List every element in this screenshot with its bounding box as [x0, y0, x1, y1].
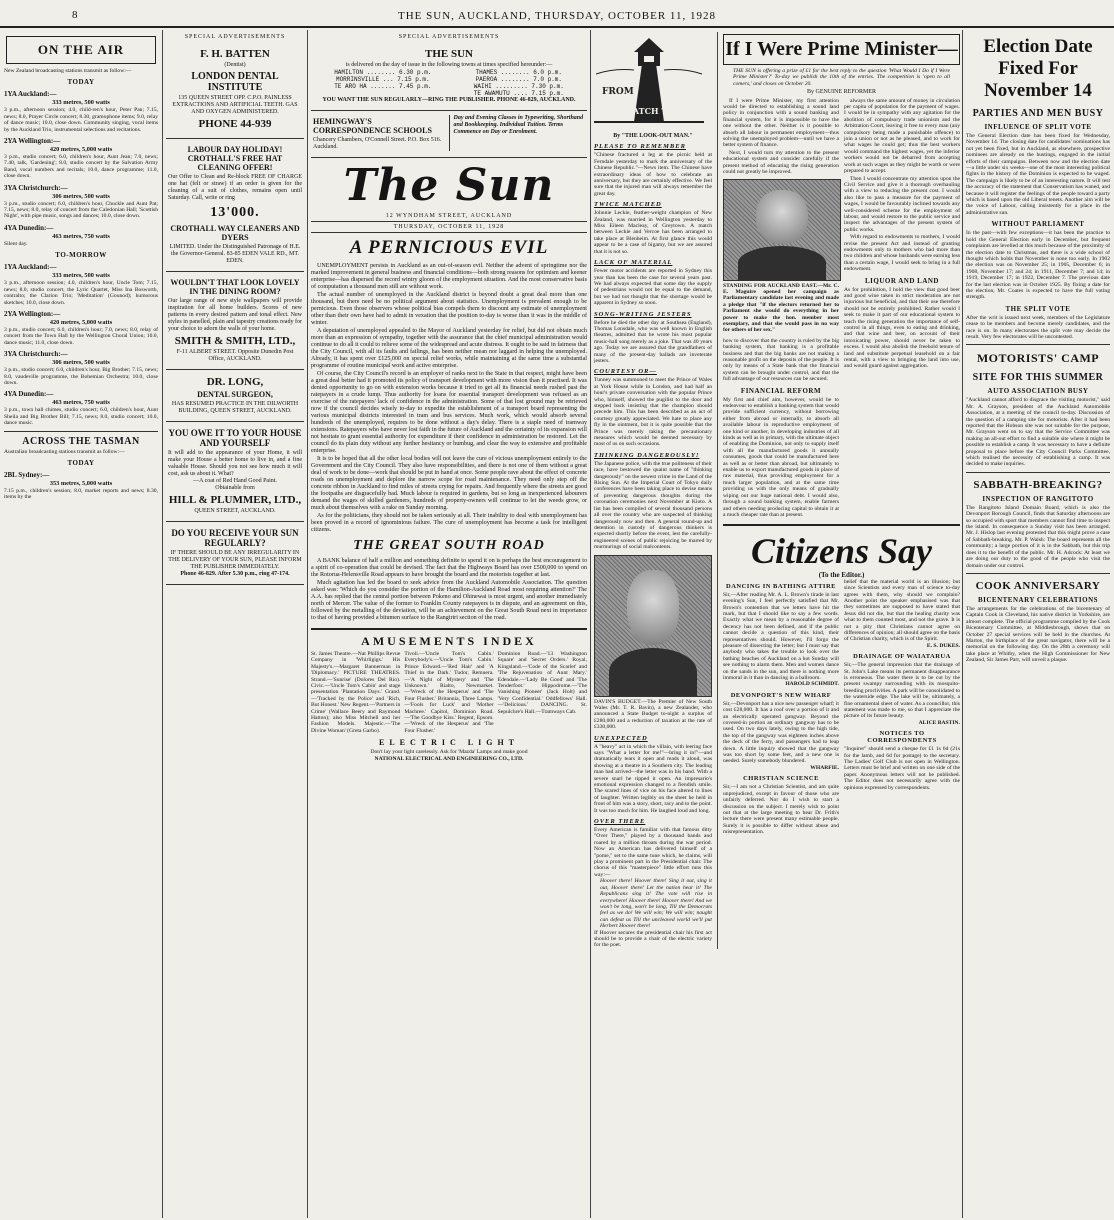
election-headline: Election Date Fixed For November 14: [983, 36, 1093, 101]
logo-text-from: FROM: [602, 87, 634, 97]
article-text: My first and chief aim, however, would be to endeavour to establish a banking system that would provide sufficient currency, without borrowing either from abroad or internally, to absorb all available labour in reproductive employment of one kind or another, in developing industries of all kinds as well as in primary, with the ultimate object of enabling the Dominion, not only to supply itself with all the manufactured goods it annually consumes, goods that could be manufactured here as well as or better than abroad, but ultimately to enable us to export manufactured goods in place of raw material, thus providing employment for a much larger population, and at the same time providing us with the only means of gradually wiping out our huge national debt. I would also, through a sound banking system, enable farmers and others needing producing capital to obtain it at a much cheaper rate than at present.: [723, 396, 839, 518]
watch-tower-item: [594, 143, 712, 197]
ad-firm: CROTHALL WAY CLEANERS AND DYERS: [170, 224, 300, 242]
editorial-body: [311, 263, 587, 534]
item-heading: TWICE MATCHED: [594, 201, 662, 209]
hemingway-ad: [311, 111, 587, 158]
delivery-town: WAIHI ......... 7.30 p.m.: [473, 83, 564, 90]
editorial-title: A PERNICIOUS EVIL: [349, 237, 549, 258]
column-rule: [162, 30, 163, 1218]
station-name: 1YA Auckland:—: [4, 263, 57, 272]
item-text: If Hoover secures the presidential chair his first act should be to provide a chair of the electric variety for the poet.: [594, 929, 712, 949]
article-text: After the writ is issued next week, members of the Legislature cease to be members and become merely candidates, and the race is on. In many electorates the split vote may decide the result. Very few electorates will be uncontested.: [966, 314, 1110, 340]
article-text: The Rangitoto Island Domain Board, which is also the Devonport Borough Council, finds that Saturday afternoons are so occupied with sport that members cannot find time to inspect the island. In consequence a Sunday visit has been arranged. Mr. J. Hislop last evening protested that this might prove a case of Sabbath-breaking. Mr. P. Walsh: The board represents all the community; a large portion of it is in the Sabbath, but this trip does it to the benefit of the public. Mr. H. Adcock: At least we are doing our duty to the good of the people who visit the domain under our control.: [966, 504, 1110, 569]
subheading: AUTO ASSOCIATION BUSY: [987, 387, 1089, 396]
ad-text: HAS RESUMED PRACTICE IN THE DILWORTH BUILDING, QUEEN STREET, AUCKLAND.: [171, 401, 299, 414]
item-text: Every American is familiar with that famous ditty "Over There," played by a thousand bands and roared by a million throats during the war period. Now an American has delivered himself of a "pome," set to the same tune which, he claims, will play a prominent part in the Presidential chair. The chorus of this "masterpiece" little effort runs this way:—: [594, 827, 712, 878]
watch-tower-item: [594, 452, 712, 551]
today-label: TODAY: [67, 78, 95, 87]
station-programme: 3 p.m., afternoon session; 4.0, children's hour, Uncle Tom; 7.15, news; 8.0, studio concert, the Lyric Quartet, Miss Ina Bosworth, contralto; the Clarion Trio; 'Meditation' (Gounod); humorous sketches; 10.0, close down.: [4, 280, 158, 306]
article-text: The arrangements for the celebrations of the bicentenary of Captain Cook in Cleveland, his native district in Yorkshire, are almost complete. The official programme compiled by the Cook Bicentenary Committee, at Middlesbrough, shows that on October 27 special services will be held in the churches. At Marton, the birthplace of the great navigator, there will be a memorial on the following day. On the 28th a ceremony will take place at Whitby, when the High Commissioner for New Zealand, Sir James Parr, will unveil a plaque.: [966, 605, 1110, 664]
editorial-title: THE GREAT SOUTH ROAD: [353, 538, 545, 553]
letter-signature: HAROLD SCHMIDT.: [785, 681, 839, 688]
station-frequency: 306 metres, 500 watts: [52, 359, 110, 367]
letter-signature: ALICE BASTIN.: [918, 719, 960, 726]
tasman-today-label: TODAY: [67, 458, 95, 467]
station-listing: [4, 184, 158, 220]
station-programme: 3 p.m., studio concert; 6.0, children's hour, Aunt Jean; 7.0, news; 7.40, talk, 'Gardening'; 8.0, studio concert by the Salvation Army Band, vocal numbers and recitals; 10.0, dance programme; 11.0, close down.: [4, 154, 158, 180]
article-body: [723, 98, 839, 176]
station-listing: [4, 310, 158, 346]
paper-address: 12 WYNDHAM STREET, AUCKLAND: [385, 213, 513, 219]
editorial-paragraph: Much agitation has led the board to seek advice from the Auckland Automobile Association. The question asked was: 'Which do you consider the portion of the Hamilton-Auckland Road most requiring attention?' The A.A. has replied that the central portion between Pokeno and Ohinewai is most urgent, and another immediately north of Mercer. The value of the former to Franklin County ratepayers is in dispute, and an agreement on this, followed by the metalling of the deviation, will be an achievement on the Great South Road next in importance to that of having provided a bitumen surface to the Rangiriri section of the road.: [311, 580, 587, 621]
letter-text: Sir,—I am not a Christian Scientist, and am quite unprejudiced, except in favour of those who are unfairly deferred. Nor do I wish to start a discussion on the subject. I merely wish to point out that at the large meeting to hear Dr. Frith's lecture there were present many estimable people. Surely it is possible to differ without abuse and misrepresentation.: [723, 784, 839, 836]
photo-caption: DAVIN'S BUDGET.—The Premier of New South Wales (Mr. T. R. Bavin), a new Zealander, who announced a State Budget to-night a surplus of £280,000 and a reduction of taxation at the rate of £330,000.: [594, 698, 712, 731]
ad-role: DENTAL SURGEON,: [197, 390, 273, 399]
editorial-paragraph: UNEMPLOYMENT persists in Auckland as an out-of-season evil. Neither the advent of springtime nor the marked improvement in general business and financial conditions—both strong reasons for optimism and keener enterprise—has dispersed the record wintry gloom of the employment situation. And the most conservative basis of computation a thousand men still are without work.: [311, 263, 587, 290]
ad-name: F. H. BATTEN: [200, 48, 270, 60]
station-name: 4YA Dunedin:—: [4, 223, 54, 232]
letter-heading: NOTICES TO CORRESPONDENTS: [867, 730, 937, 745]
on-the-air-column: [4, 32, 158, 1218]
headline: COOK ANNIVERSARY: [975, 579, 1101, 592]
ad-address: Chancery Chambers, O'Connell Street. P.O. Box 516. Auckland.: [313, 137, 442, 150]
letter-heading: CHRISTIAN SCIENCE: [743, 775, 819, 783]
ad-phone: 13'000.: [210, 205, 260, 220]
item-text: A "heavy" act in which the villain, with leering face says "What a letter for me!"—bring it in!"—and dramatically tears it open and reads it aloud, was showing at a theatre in a Southern city. The leading man had arrived—the letter was in his hand. With a severe snarl he ripped it open. An impresario's emotional expression changed to a fiendish smile. The scared lines of vice on his face altered to lines of laughter. Written legibly on the sheet he held in front of him was a story, short, racy and to the point. It was too much for him. He laughed loud and long.: [594, 743, 712, 814]
letter-signature: E. S. DUKES.: [926, 642, 960, 649]
electric-light-ad-firm: NATIONAL ELECTRICAL AND ENGINEERING CO., LTD.: [374, 755, 524, 762]
notice-text: IF THERE SHOULD BE ANY IRREGULARITY IN THE DELIVERY OF YOUR SUN, PLEASE INFORM THE PUBLISHER IMMEDIATELY.: [168, 550, 302, 570]
letter-heading: DRAINAGE OF WAIATARUA: [853, 653, 951, 661]
sun-delivery-notice: [166, 522, 304, 585]
item-text: Johnnie Leckie, feather-weight champion of New Zealand, was married in Wellington yesterday to Miss Eileen Macleay, of Greytown. A match between Leckie and Vercoe has been arranged to take place at Blenheim. At first glance this would appear to be a case of bigamy, but we are assured that it is not so.: [594, 210, 712, 255]
notice-title: DO YOU RECEIVE YOUR SUN REGULARLY?: [171, 528, 299, 548]
delivery-town: MORRINSVILLE ... 7.15 p.m.: [335, 76, 430, 83]
editorial-paragraph: It is to be hoped that all the other local bodies will not leave the cure of vicious unemployment entirely to the Government and the City Council. They also have responsibilities, and there is not one of them without a great deal of work to be done—work that should be put in hand at once. Some people rave about the effect of concrete roads on unemployment and deplore the narrow scope for road maintenance. They need only step off the concrete ribbon in Auckland to find miles of streets crying for repairs. And frequently where the streets are good the footpaths are disgracefully bad. Much labour is required in gardens, but so long as inexperienced labourers demand the wages of skilled gardeners, hundreds of property-owners will continue to let the weeds grow, or much about themselves with a rake on Sunday morning.: [311, 456, 587, 511]
article-paragraph: If I were Prime Minister, my first attention would be directed to establishing a sound land policy in conjunction with a sound banking and financial system, for it is impossible to have the one without the other. Neither is it possible to absorb all labour in permanent employment—thus solving the unemployed problem—until we have a better system of finance.: [723, 97, 839, 149]
sun-nameplate: The Sun: [343, 160, 555, 211]
station-listing: [4, 263, 158, 306]
amusements-title: AMUSEMENTS INDEX: [361, 634, 537, 648]
station-programme: Silent day.: [4, 240, 28, 247]
station-name: 2YA Wellington:—: [4, 309, 61, 318]
article-paragraph: With regard to endowments to mothers, I would revise the present Act and instead of granting endowments only to mothers who had more than two children and whose husbands were earning less than a certain wage, I would seek to bring in a full endowment.: [844, 234, 960, 273]
station-name: 2YA Wellington:—: [4, 137, 61, 146]
letter: [844, 579, 960, 649]
station-listing: [4, 90, 158, 133]
station-frequency: 463 metres, 750 watts: [52, 399, 110, 407]
letter-text: "Inquirer" should send a cheque for £1 1s 6d (21s for the lamb, and 6d for postage) to the secretary. The Ladies' Golf Club is not open in Wellington. Letters must be brief and written on one side of the paper. Anonymous letters will not be published. The Editor does not necessarily agree with the opinions expressed by correspondents.: [844, 746, 960, 791]
station-frequency: 420 metres, 5,000 watts: [49, 146, 113, 154]
station-programme: 3 p.m., studio concert; 6.0, children's hour; 7.0, news; 8.0, relay of concert from the Town Hall by the Wellington Choral Union; 10.0, dance music; 11.0, close down.: [4, 326, 158, 346]
article-paragraph: always the same amount of money in circulation per capita of population for the payment of wages. I would be in sympathy with any agitation for the abolition of compulsory trade unionism and the Arbitration Court, leaving it free to every man (any compulsory being made a punishable offence) to join a union or not as he pleased, and to work for what wages he could get; thus the best workers would command the highest wages, yet the inferior workers would not be debarred from accepting work at such wages as they might be worth or were prepared to accept.: [844, 97, 960, 175]
ad-firm: HILL & PLUMMER, LTD.,: [168, 494, 302, 506]
poem-verse: Hoover there! Hoover there! Sing it out, sing it out, Hoover there! Let the nation hear it! The Republicans sing it! The vote will rise in everywhere! Hoover there! Hoover there! And we won't be long, won't be long, Till the Democrats feel as we do! We will win; We will win; naught can defeat us Till the uncleaved world we'll put Herbert Hoover there!: [600, 878, 712, 930]
watch-tower-item: [594, 311, 712, 365]
candidate-photo: [723, 179, 841, 281]
letter: [723, 692, 839, 771]
ad-address: QUEEN STREET, AUCKLAND.: [194, 508, 276, 514]
letter-heading: DANCING IN BATHING ATTIRE: [726, 582, 836, 590]
letter: [723, 583, 839, 688]
station-programme: 3 p.m., studio concert; 6.0, children's hour, Chuckle and Aunt Pat; 7.15, news; 8.0, relay of concert from the Caledonian Hall; 'Scottish Night', with pipe music, songs and dances; 10.0, close down.: [4, 200, 158, 220]
item-heading: PLEASE TO REMEMBER: [594, 143, 686, 151]
ad-name: DR. LONG,: [206, 376, 264, 388]
article-text: "Auckland cannot afford to disgrace the visiting motorist," said Mr. A. Grayson, president of the Auckland Automobile Association, at a meeting of the council to-day. Discussion of the question of a camping site for motorists. After it had been reported that the Hobson site was not suitable for the purpose, Mr. Grayson went on to say that the Service Committee was making an all-out effort to find a suitable site where it might be possible to establish a camp. It was necessary to have a definite proposal to place before the City Council Parks Committee, which realised the necessity of establishing a camp. It was decided to make inquiries.: [966, 397, 1110, 468]
watch-tower-item: [594, 259, 712, 306]
station-frequency: 420 metres, 5,000 watts: [49, 318, 113, 326]
station-name: 1YA Auckland:—: [4, 90, 57, 99]
page-number: 8: [72, 9, 78, 21]
station-frequency: 306 metres, 500 watts: [52, 192, 110, 200]
section-heading: LIQUOR AND LAND: [864, 276, 939, 285]
delivery-town: PAEROA ........ 7.0 p.m.: [475, 76, 562, 83]
subheading: INSPECTION OF RANGITOTO: [982, 494, 1094, 503]
sun-delivery-ad: [311, 42, 587, 111]
article-text: As for prohibition, I hold the view that good beer and good wine taken in strict moderation are not injurious but beneficial, and that their use therefore should not be entirely prohibited. Rather would I seek to make it part of our educational system to teach the rising generation the importance of self-control in all things, even to eating and drinking, and that wine and beer, on account of their intoxicating power, should never be taken to excess. I would also abolish the freehold tenure of land and substitute perpetual leasehold on a fair rental, with a view to bringing the land into use, and would guard against aggregation.: [844, 286, 960, 370]
item-text: Fewer motor accidents are reported in Sydney this year than has been the case for several years past. We had always expected that some day the supply of pedestrians would not be equal to the demand, but we had not thought that the shortage would be apparent in Sydney so soon.: [594, 268, 712, 307]
subheading: SITE FOR THIS SUMMER: [972, 372, 1104, 384]
special-ads-label: SPECIAL ADVERTISEMENTS: [398, 34, 500, 40]
ad-question: WOULDN'T THAT LOOK LOVELY IN THE DINING ROOM?: [170, 278, 300, 296]
news-column: [966, 32, 1110, 1218]
amusements-list: St. James Theatre.—Nat Phillips Revue Company in 'Whirligigs.' His Majesty's.—Margaret Bannerman in 'Diplomacy.' PICTURE THEATRES. Strand.—'Sunrise' (Dolores Del Rio). Civic.—'Uncle Tom's Cabin' and stage presentation 'Plantation Days.' Grand.—'Tracked by the Police' and 'Rich, But Honest.' New Regent.—'Partners in Crime' (Wallace Beery and Raymond Hatton); also Miss Mitchell and her Fashion Models. Majestic.—'The Divine Woman' (Greta Garbo).: [311, 651, 401, 734]
station-listing: [4, 224, 158, 247]
citizens-say-subtitle: (To the Editor.): [818, 571, 865, 580]
electric-light-ad-title: ELECTRIC LIGHT: [378, 738, 520, 748]
item-text: The Japanese police, with the true politeness of their race, have bestowed the quaint name of "thinking dangerously" on the newest crime in the Land of the Rising Sun. At the Imperial Court of Tokyo daily conferences have been taking place to devise means of preventing dangerous thoughts during the coronation ceremonies next November at Kioto. A list has been compiled of several thousand persons all over the country who are suspected of thinking dangerously now and then. A general round-up and detention in custody of dangerous thinkers is expected shortly before the event, lest the carefully-engineered scenes of public rejoicing be marred by murmurings of social malcontents.: [594, 460, 712, 551]
ad-footer: YOU WANT THE SUN REGULARLY—RING THE PUBLISHER. PHONE 46-829, AUCKLAND.: [322, 97, 576, 103]
headline: MOTORISTS' CAMP: [976, 351, 1100, 366]
station-programme: 3 p.m., afternoon session; 4.0, child-ren's hour, Peter Pan; 7.15, news; 8.0, Prayer Circle concert; 8.30, gramophone items; 9.0, relay of dance music; 10.0, close down. Community singing, vocal items by the Auckland Trio, instrumental selections and recitations.: [4, 107, 158, 133]
amusements-list: Tivoli.—'Uncle Tom's Cabin.' Everybody's.—'Uncle Tom's Cabin.' Prince Edward.—'Red Hair' and 'A Thief in the Dark.' Tudor, Remuera.—'A Night of Mystery' and 'The Unknown.' Rialto, Newmarket.—'Wreck of the Hesperus' and 'The Four Flusher.' Britannia, Three Lamps.—'Fools for Luck' and 'Mother Machree.' Capitol, Dominion Road.—'The Goodbye Kiss.' Regent, Epsom.—'Wreck of the Hesperus' and 'The Four Flusher.': [404, 651, 494, 734]
editorial-column: [311, 32, 587, 1218]
batten-dentist-ad: [166, 42, 304, 139]
ad-text: 135 QUEEN STREET OPP. C.P.O. PAINLESS EXTRACTIONS AND ARTIFICIAL TEETH. GAS AND OXYGEN ADMINISTERED.: [172, 95, 298, 115]
editorial-paragraph: The actual number of unemployed in the Auckland district is beyond doubt a great deal more than one thousand, but there need be no political argument about statistics. Unemployment is prevalent enough to be pernicious. Even those observers whose political bias compels them to discount any estimate of unemployment other than their own have had to admit in vexation that the position to-day is worse than it was in the middle of winter.: [311, 292, 587, 326]
competition-intro: THE SUN is offering a prize of £1 for the best reply to the question 'What Would I Do if I Were Prime Minister?' To-day we publish the 10th of the entries. The competition is 'open to all comers,' and closes on October 20.: [733, 68, 950, 87]
photo-caption: STANDING FOR AUCKLAND EAST.—Mr. C. E. Maguire opened her campaign as Parliamentary candidate last evening and made a pledge that "if the electors returned her to Parliament she would do everything in her power to make the hon. member most exemplary, and that she would pass in no way for others of her sex.": [723, 282, 839, 334]
subheading: PARTIES AND MEN BUSY: [972, 108, 1104, 119]
station-listing: [4, 390, 158, 426]
column-rule: [962, 30, 963, 1218]
ad-text: It will add to the appearance of your Home, it will make your House a better home to live in, and a fine valuable House. Should you not see how much it will cost, ask us about it. What?: [168, 450, 302, 477]
article-paragraph: Then I would concentrate my attention upon the Civil Service and give it a thorough overhauling with a view to reducing the present cost. I would also like to pass a measure for the payment of wages, I would be favourably inclined towards any well-considered scheme for the employment of labour, and would restore to the public service and inspect the advantages of the present system of public works.: [844, 175, 960, 233]
tasman-intro: Australian broadcasting stations transmit as follow:—: [4, 448, 125, 455]
ad-business: LONDON DENTAL INSTITUTE: [191, 71, 279, 93]
station-listing: [4, 350, 158, 386]
ad-obtain: Obtainable from: [215, 485, 255, 491]
electric-light-ad-text: Don't lay your light carelessly. Ask for 'Mazda' Lamps and make good: [370, 749, 528, 756]
amusements-index: [311, 651, 587, 734]
tasman-heading: ACROSS THE TASMAN: [22, 435, 140, 447]
ad-text: Our large range of new style wallpapers will provide inspiration for all home builders. Scores of new patterns in every desired pattern and tonal effect. New styles in panelled, plain and tapestry creations ready for your choice to adorn the walls of your home.: [168, 298, 302, 332]
delivery-town: HAMILTON ........ 6.30 p.m.: [334, 69, 432, 76]
letter-text: belief that the material world is an illusion; but since Scientists and every man of science to-day agrees with them, why should we complain? Another point the speaker emphasised was that they sometimes are supposed to have stated that Jesus did not die, but that the healing charity was what to them counted most, and not the grave. It is not a pity that Christians cannot agree on differences of opinion; all should agree on the basis of Christian charity, which is of the Spirit.: [844, 578, 960, 643]
on-the-air-intro: New Zealand broadcasting stations transmit as follow:—: [4, 68, 132, 74]
watch-tower-byline: By "THE LOOK-OUT MAN.": [613, 133, 693, 139]
article-text: The General Election date has been fixed for Wednesday, November 14. The closing date for candidates' nominations has not yet been fixed, but in Auckland, as elsewhere, prospective nominees are already on the hustings, engaged in the initial efforts of their campaigns. Between now and the election date—a little under six weeks—one of the most interesting political fights in the history of the Dominion is expected to be waged. The campaign is likely to be of an interesting nature. It will test the accuracy of the statement that Conservatism has waned, and because it will register the feelings of the people toward a party which is based upon the old Liberal tenets. Another aim will be the voice of Labour, calling insistently for a place in the administrative sun.: [966, 133, 1110, 216]
item-text: Tunney was summoned to meet the Prince of Wales at York House while in London, and had half an hour's private conversation with the popular Prince who, himself, showed the pugilist to the door and stepped back insisting that the champion should precede him. This has been described as an act of courtesy greatly appreciated. We hate to place any fly in the ointment, but it is quite possible that the Prince was merely taking the precautionary measures which would be deemed necessary by most of us on such occasions.: [594, 377, 712, 448]
ad-address: F-11 ALBERT STREET. Opposite Dunedin Post Office, AUCKLAND.: [176, 349, 294, 362]
item-heading: SONG-WRITING JESTERS: [594, 310, 692, 318]
subheading: INFLUENCE OF SPLIT VOTE: [984, 123, 1092, 131]
editorial-paragraph: Of course, the City Council's record is an employer of ranks next to the State in that respect, might have been a great deal better had it promoted its policy of transport development with more vision than it practised. It was denied opportunity to go on with extension works because it tried to get all its financial needs rushed past the ratepayers in a crude lump. Thus authority for loans for essential transport development was refused as an exercise of the ratepayers' lack of confidence in the administration. Some of that lost ground may be retrieved now if the council decides wisely to-day to expedite the establishment of a transport board representing the various municipal districts interested in tram and bus services. Much work, which would absorb several hundreds of the unemployed, requires to be done without a day's delay. There is a staple need of tramway extensions. Ratepayers who have never lost faith in the future of Auckland and the certainty of its expansion will not hesitate to grant essential authority for expenditure if their confidence in administration be restored. Let the council do its plain duty without any further hesitancy or humbug, and clear the way to extensive and profitable enterprise.: [311, 371, 587, 454]
crothall-ad: [166, 139, 304, 272]
station-name: 2BL Sydney:—: [4, 470, 50, 479]
item-heading: THINKING DANGEROUSLY!: [594, 451, 700, 459]
station-programme: 3 p.m., studio concert; 6.0, children's hour, Big Brother; 7.15, news; 8.0, vaudeville programme, the Bohemian Orchestra; 10.0, close down.: [4, 367, 158, 386]
delivery-town: TE AWAMUTU .... 7.15 p.m.: [473, 90, 564, 97]
logo-text-watch-tower: THE WATCH TOWER: [602, 106, 696, 116]
paper-dateline: THURSDAY, OCTOBER 11, 1928: [311, 221, 587, 233]
station-name: 4YA Dunedin:—: [4, 390, 54, 399]
letter-text: Sir,—The general impression that the drainage of St. John's Lake means its permanent disappearance is erroneous. The water there is to be cut by the present swampy surrounding with its mosquito-breeding proclivities. A park will be consolidated to the waterside edge. The lake will be, ultimately, a fine ornamental sheet of water. As a councillor, this statement was made to me, so that I appreciate the picture of its future beauty.: [844, 662, 960, 720]
station-programme: 7.15 p.m., children's session; 8.0, market reports and news; 8.30, items by the: [4, 487, 158, 501]
ad-title: THE SUN: [425, 48, 473, 60]
special-ads-label: SPECIAL ADVERTISEMENTS: [184, 34, 286, 40]
editorial-paragraph: A BANK balance of half a million and something definite to spend it on is perhaps the best encouragement to a spirit of co-operation that could be devised. The fact that the Highways Board has over £500,000 to spend on the Rotorua-Helensville Road appears to have brought the board and the motorists together at last.: [311, 558, 587, 578]
station-programme: 3 p.m., town hall chimes, studio concert; 6.0, children's hour, Aunt Sheila and Big Brother Bill; 7.15, news; 8.0, studio concert; 10.0, dance music.: [4, 407, 158, 427]
column-rule: [307, 30, 308, 1218]
prime-minister-feature: [717, 32, 960, 949]
letter: [844, 653, 960, 726]
on-the-air-heading: ON THE AIR: [6, 36, 156, 64]
subheading: THE SPLIT VOTE: [1005, 304, 1071, 313]
station-name: 3YA Christchurch:—: [4, 350, 68, 359]
item-heading: COURTESY OR—: [594, 368, 657, 376]
item-heading: OVER THERE: [594, 818, 646, 826]
prime-minister-title: If I Were Prime Minister—: [723, 34, 960, 65]
dr-long-ad: [166, 370, 304, 422]
article-text: how to discover that the country is ruled by the big banking system, that banking is a profitable business and that the big banks are not making a reasonable profit on the deposits of the people. It is only by means of a State bank that the financial system can be brought under control, and that the full advantage of our resources can be secured.: [723, 337, 839, 383]
ad-name: HEMINGWAY'S CORRESPONDENCE SCHOOLS: [313, 117, 432, 135]
letter-signature: WHARFIE.: [810, 764, 839, 771]
letter-text: Sir,—After reading Mr. A. L. Brown's tirade in last evening's Sun, I feel perfectly satisfied that Mr. Brown's contention that we letters have hit the mark, but that I should like to say a few words. Exactly what we mean by a reasonable degree of decency has not been defined, and if the public cannot decide a question of this kind, their representatives should. However, I'll forgo the pleasure of dissecting the letter; but I must say that anybody who takes the trouble to look over the bathing beaches of Auckland on a hot Sunday will see nothing to alarm them. Men and women dance on the sands in the sun, and there is nothing more immoral in it than in dancing in a ballroom.: [723, 591, 839, 681]
article-body: [844, 98, 960, 273]
delivery-town: TE ARO HA ....... 7.45 p.m.: [334, 83, 432, 90]
ad-headline: YOU OWE IT TO YOUR HOUSE AND YOURSELF: [168, 428, 302, 448]
station-frequency: 333 metres, 500 watts: [52, 272, 110, 280]
article-paragraph: Next, I would turn my attention to the present educational system and consider carefully if the present method of educating the rising generation could not greatly be improved.: [723, 149, 839, 176]
premier-photo: [594, 555, 712, 697]
editorial-paragraph: A deputation of unemployed appealed to the Mayor of Auckland yesterday for relief, but did not obtain much more than an expression of sympathy, together with the assurance that the chief municipal administration would continue to do all it could to relieve some of the widespread and acute distress. It ought to be said in fairness that the City Council, with all its faults and failings, has been neither mean nor laggard in helping the unemployed. Already, it has spent over £125,000 on special relief works, while maintaining at the same time a substantial programme of routine municipal work and active enterprise.: [311, 328, 587, 369]
subheading: WITHOUT PARLIAMENT: [991, 220, 1085, 229]
tomorrow-label: TO-MORROW: [55, 251, 107, 260]
ad-text: is delivered on the day of issue in the following towns at times specified hereunder:—: [345, 62, 553, 68]
column-rule: [590, 30, 591, 1218]
editorial-body: [311, 558, 587, 622]
watch-tower-feature: [594, 32, 712, 949]
station-frequency: 353 metres, 5,000 watts: [49, 479, 113, 487]
article-text: In the past—with few exceptions—it has been the practice to hold the General Election early in December, but frequent complaints are levelled at this much because of the proximity of the election date to Christmas, and there is a wide school of thought which holds that November is none too early. In 1902 the election was on November 25; in 1905, December 6; in 1908, November 17; and 24; in 1911, December 7; and 14; in 1919, December 17; in 1922, December 7. The previous date for the last election was in October 1925. By fixing a date for the election, Mr. Coates is expected to have the full voting strength.: [966, 230, 1110, 301]
section-heading: FINANCIAL REFORM: [740, 386, 822, 395]
prime-minister-byline: By GENUINE REFORMER: [806, 89, 876, 96]
ad-text: Day and Evening Classes in Typewriting, Shorthand and Bookkeeping. Individual Tuition. Terms Commence on Day or Enrolment.: [453, 115, 584, 135]
item-heading: UNEXPECTED: [594, 734, 648, 742]
station-name: 3YA Christchurch:—: [4, 183, 68, 192]
delivery-town: THAMES ........ 6.0 p.m.: [475, 69, 562, 76]
advertisements-column: [166, 32, 304, 1218]
hill-plummer-ad: [166, 422, 304, 522]
ad-text: Our Offer to Clean and Re-block FREE OF CHARGE one hat (felt or straw) if an order is given for the cleaning of a suit of clothes, remains open until Saturday. Call, write or ring: [168, 174, 302, 201]
letter: [844, 730, 960, 791]
watch-tower-item: [594, 201, 712, 255]
ad-subtitle: (Dentist): [224, 62, 246, 68]
station-listing: [4, 137, 158, 180]
notice-phone: Phone 46-829. After 5.30 p.m., ring 47-174.: [180, 571, 290, 577]
subheading: BICENTENARY CELEBRATIONS: [977, 595, 1099, 604]
letter-text: Sir,—Devonport has a nice new passenger wharf; it cost £28,000. It has a roof over a portion of it and an electrically operated gangway. Beyond the covered-in portion an ordinary gangway has to be used. On two days lately, owing to the high tide, the top of the gangway was eighteen inches above the deck of the ferry, and passengers had to leap down. A little inquiry showed that the gangway was too short by some feet, and a new one is needed. Surely somebody blundered.: [723, 700, 839, 765]
ad-price: —A coat of Red Hand Good Paint.: [193, 478, 277, 484]
smith-and-smith-ad: [166, 272, 304, 370]
ad-firm: SMITH & SMITH, LTD.,: [174, 335, 296, 347]
item-text: Before he died the other day at Southsea (England), Thomas Lonsdale, who was well known in English theatres, admitted that he wrote his most popular music-hall song merely as a joke. That was 40 years ago. Today we are assured that the grandfathers of many of the present-day ballads are inveterate jesters.: [594, 319, 712, 364]
page-masthead: [0, 4, 1114, 28]
watch-tower-logo-icon: [594, 34, 704, 126]
item-heading: LACK OF MATERIAL: [594, 259, 673, 267]
features-column: [594, 32, 960, 1218]
station-frequency: 333 metres, 500 watts: [52, 99, 110, 107]
citizens-say-title: Citizens Say: [750, 531, 933, 572]
amusements-list: Dominion Road.—'13 Washington Square' and 'Secret Orders.' Royal, Kingsland.—'Code of the Scarlet' and 'The Rejuvenation of Aunt Mary.' Edendale.—'Lady Be Good' and 'The Tenderfoot.' Hippodrome.—'The Vanishing Pioneer' (Jack Holt) and 'Very Confidential.' Oddfellows' Hall.—'Delicious.' DANCING. St. Sepulchre's Hall.—Tramways Cab.: [497, 651, 587, 715]
editorial-paragraph: As for the politicians, they should not be taken seriously at all. Their inability to deal with unemployment has been proved in a record of ignominious failure. The cure of unemployment has become a task for intelligent citizens.: [311, 513, 587, 533]
watch-tower-item: [594, 368, 712, 447]
headline: SABBATH-BREAKING?: [973, 478, 1103, 491]
station-frequency: 463 metres, 750 watts: [52, 232, 110, 240]
letter-heading: DEVONPORT'S NEW WHARF: [730, 691, 832, 699]
ad-name: LABOUR DAY HOLIDAY! CROTHALL'S FREE HAT CLEANING OFFER!: [187, 145, 283, 172]
item-text: "Chinese fractured a leg at the picnic held at Ferndale yesterday to mark the anniversary of the Chinese Republic."—News item. The Chinese have extraordinary ideas of how to celebrate an anniversary, but they are certainly effective. We feel sure that the injured man will always remember the great day.: [594, 152, 712, 197]
letter: [723, 775, 839, 835]
masthead-title: THE SUN, AUCKLAND, THURSDAY, OCTOBER 11, 1928: [398, 10, 716, 22]
ad-phone: PHONE 44-939: [198, 118, 272, 130]
ad-address: LIMITED. Under the Distinguished Patronage of H.E. the Governor-General. 83-85 EDEN VALE RD., MT. EDEN.: [169, 244, 301, 264]
